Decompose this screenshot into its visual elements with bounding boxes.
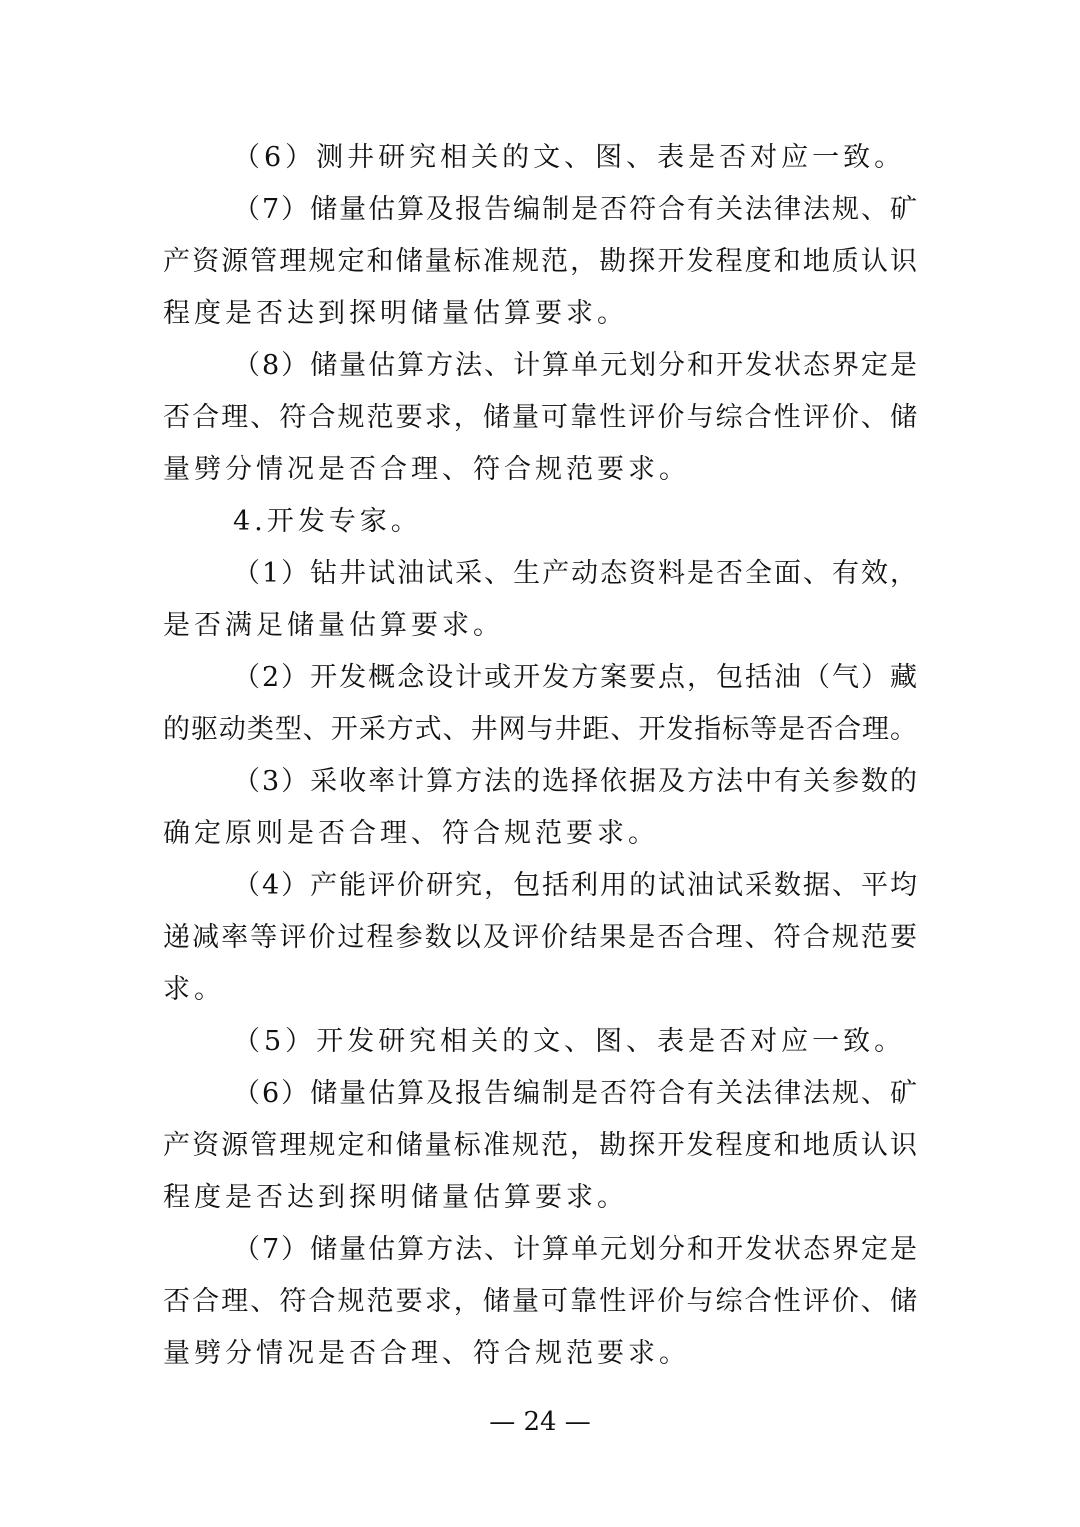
text-line: 递减率等评价过程参数以及评价结果是否合理、符合规范要: [163, 922, 917, 953]
text-line: （8）储量估算方法、计算单元划分和开发状态界定是: [233, 350, 917, 381]
text-line: （2）开发概念设计或开发方案要点，包括油（气）藏: [233, 662, 917, 693]
text-line: 确定原则是否合理、符合规范要求。: [163, 818, 659, 849]
text-line: 程度是否达到探明储量估算要求。: [163, 298, 628, 329]
text-line: 程度是否达到探明储量估算要求。: [163, 1182, 628, 1213]
section-heading: 4.开发专家。: [233, 506, 422, 537]
text-line: 求。: [163, 974, 225, 1005]
text-line: 的驱动类型、开采方式、井网与井距、开发指标等是否合理。: [163, 714, 917, 745]
text-line: （6）测井研究相关的文、图、表是否对应一致。: [233, 142, 906, 173]
text-line: 否合理、符合规范要求，储量可靠性评价与综合性评价、储: [163, 402, 917, 433]
text-line: （5）开发研究相关的文、图、表是否对应一致。: [233, 1026, 906, 1057]
text-line: 产资源管理规定和储量标准规范，勘探开发程度和地质认识: [163, 1130, 917, 1161]
text-line: 否合理、符合规范要求，储量可靠性评价与综合性评价、储: [163, 1286, 917, 1317]
text-line: （7）储量估算方法、计算单元划分和开发状态界定是: [233, 1234, 917, 1265]
text-line: （1）钻井试油试采、生产动态资料是否全面、有效，: [233, 558, 917, 589]
text-line: 量劈分情况是否合理、符合规范要求。: [163, 454, 690, 485]
text-line: 量劈分情况是否合理、符合规范要求。: [163, 1338, 690, 1369]
text-line: （4）产能评价研究，包括利用的试油试采数据、平均: [233, 870, 917, 901]
text-line: （3）采收率计算方法的选择依据及方法中有关参数的: [233, 766, 917, 797]
text-line: 产资源管理规定和储量标准规范，勘探开发程度和地质认识: [163, 246, 917, 277]
text-line: （7）储量估算及报告编制是否符合有关法律法规、矿: [233, 194, 917, 225]
page-number: — 24 —: [489, 1407, 591, 1437]
text-line: 是否满足储量估算要求。: [163, 610, 504, 641]
text-line: （6）储量估算及报告编制是否符合有关法律法规、矿: [233, 1078, 917, 1109]
